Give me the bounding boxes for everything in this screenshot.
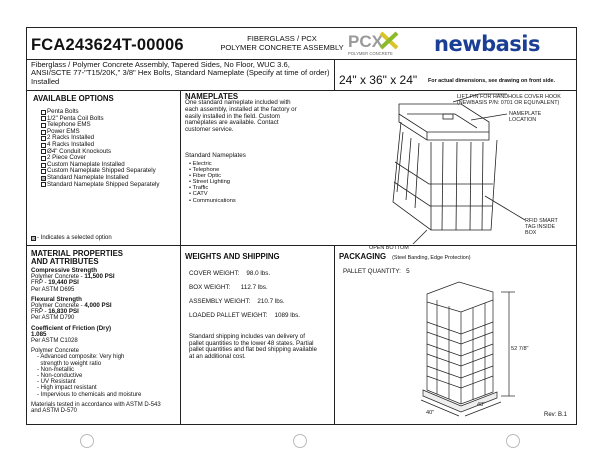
flexural-frp-label: FRP - xyxy=(31,309,49,316)
tested-line-2: and ASTM D-570 xyxy=(31,408,78,415)
label-rfid-3: BOX xyxy=(525,230,537,236)
option-label: Custom Nameplate Shipped Separately xyxy=(47,167,156,175)
box-weight-label: BOX WEIGHT: xyxy=(189,284,231,291)
checkbox-icon xyxy=(41,169,46,174)
compressive-frp-value: 19,440 PSI xyxy=(48,279,79,287)
checkbox-icon xyxy=(41,123,46,128)
nameplate-type: • Communications xyxy=(189,197,236,204)
friction-title: Coefficient of Friction (Dry) xyxy=(31,324,112,332)
flexural-pc-value: 4,000 PSI xyxy=(84,302,112,310)
assembly-weight xyxy=(189,298,285,305)
option-item xyxy=(41,182,159,189)
weights-title: WEIGHTS AND SHIPPING xyxy=(185,252,280,261)
tested-line-1: Materials tested in accordance with ASTM D-543 xyxy=(31,401,161,408)
material-title-1: MATERIAL PROPERTIES xyxy=(31,249,123,258)
pc-attribute: - Advanced composite: Very high xyxy=(37,354,125,361)
divider-col2 xyxy=(334,245,335,424)
option-label: 2 Piece Cover xyxy=(47,154,86,162)
loaded-pallet-value: 1089 lbs. xyxy=(274,312,301,319)
pc-attribute: - UV Resistant xyxy=(37,379,76,386)
checkbox-icon xyxy=(41,182,46,187)
binder-hole-center xyxy=(293,434,307,448)
pc-attribute: strength to weight ratio xyxy=(37,360,102,367)
cover-weight xyxy=(189,270,270,277)
packaging-subtitle: (Steel Banding, Edge Protection) xyxy=(392,255,471,261)
compressive-title: Compressive Strength xyxy=(31,267,98,274)
checkbox-icon xyxy=(41,136,46,141)
pallet-drawing xyxy=(397,272,537,417)
flexural-title: Flexural Strength xyxy=(31,295,82,303)
divider-desc xyxy=(334,60,335,90)
width-dimension: 40" xyxy=(426,410,435,416)
nameplate-type: • Electric xyxy=(189,161,212,167)
label-nameplate-1: NAMEPLATE xyxy=(509,111,542,117)
label-open-bottom: OPEN BOTTOM xyxy=(369,245,409,251)
dimensions-note: For actual dimensions, see drawing on front side. xyxy=(428,78,556,84)
pc-attributes xyxy=(31,354,181,397)
option-label: Penta Bolts xyxy=(47,108,79,115)
loaded-pallet-weight xyxy=(189,312,300,319)
legend-text: - Indicates a selected option xyxy=(37,235,112,241)
pc-attribute: - Impervious to chemicals and moisture xyxy=(37,391,142,398)
nameplates-text: One standard nameplate included with each assembly, installed at the factory or easily installed in the field. Custom nameplates are available. Contact customer service. xyxy=(185,99,297,134)
label-nameplate-2: LOCATION xyxy=(509,117,537,123)
product-description: Fiberglass / Polymer Concrete Assembly, Tapered Sides, No Floor, WUC 3.6, ANSI/SCTE 77-"T15/20K," 3/8" Hex Bolts, Standard Nameplate (Specify at time of order) Installed xyxy=(31,60,330,86)
pcx-logo xyxy=(345,30,401,58)
options-legend xyxy=(31,235,112,241)
pc-title: Polymer Concrete xyxy=(31,348,80,355)
assembly-weight-value: 210.7 lbs. xyxy=(257,298,285,305)
checkbox-icon xyxy=(41,143,46,148)
nameplate-type: • CATV xyxy=(189,191,208,198)
newbasis-logo: newbasis xyxy=(434,32,540,56)
material-properties xyxy=(31,268,181,414)
binder-hole-right xyxy=(506,434,520,448)
assembly-weight-label: ASSEMBLY WEIGHT: xyxy=(189,298,251,305)
box-drawing xyxy=(311,92,577,252)
shipping-note: Standard shipping includes van delivery of pallet quantities to the lower 48 states. Partial pallet quantities and flat bed shipping available at an additional cost. xyxy=(189,333,317,361)
product-type xyxy=(199,35,365,52)
option-label: Standard Nameplate Installed xyxy=(47,173,129,181)
nameplate-type: • Traffic xyxy=(189,185,209,192)
material-title-2: AND ATTRIBUTES xyxy=(31,257,99,267)
option-label: 2 Racks Installed xyxy=(47,134,95,142)
option-label: Ø4" Conduit Knockouts xyxy=(47,147,112,155)
material-title xyxy=(31,250,123,266)
box-weight xyxy=(189,284,268,291)
cover-weight-label: COVER WEIGHT: xyxy=(189,270,240,277)
depth-dimension: 48" xyxy=(477,402,486,408)
overall-dimensions: 24" x 36" x 24" xyxy=(339,73,418,87)
pcx-logo-sub: POLYMER CONCRETE xyxy=(348,51,393,56)
checkbox-icon xyxy=(41,116,46,121)
spec-sheet xyxy=(26,27,577,425)
friction-std: Per ASTM C1028 xyxy=(31,338,78,345)
revision: Rev: B.1 xyxy=(544,412,568,418)
label-lift-pin-sub: (NEWBASIS P/N: 0701 OR EQUIVALENT) xyxy=(457,100,560,106)
header-bar xyxy=(27,28,576,60)
compressive-pc-label: Polymer Concrete - xyxy=(31,274,85,281)
nameplates-list xyxy=(189,161,236,204)
pallet-quantity-value: 5 xyxy=(406,268,410,275)
compressive-std: Per ASTM D695 xyxy=(31,286,75,293)
pcx-logo-text: PCX xyxy=(348,32,383,51)
cover-weight-value: 98.0 lbs. xyxy=(246,270,271,277)
label-rfid-2: TAG INSIDE xyxy=(525,224,556,230)
pc-attribute: - Non-conductive xyxy=(37,373,83,380)
part-number: FCA243624T-00006 xyxy=(31,36,184,54)
option-label: Power EMS xyxy=(47,127,80,135)
checkbox-icon xyxy=(41,156,46,161)
flexural-pc-label: Polymer Concrete - xyxy=(31,303,85,310)
checkbox-icon xyxy=(41,163,46,168)
flexural-frp-value: 16,830 PSI xyxy=(48,308,79,316)
nameplate-type: • Street Lighting xyxy=(189,179,231,186)
checkbox-icon xyxy=(41,149,46,154)
checked-box-icon: ☒ xyxy=(42,175,47,182)
available-options-title: AVAILABLE OPTIONS xyxy=(33,94,114,103)
legend-checkbox-icon: ☒ xyxy=(32,235,37,242)
packaging-title: PACKAGING xyxy=(339,252,387,261)
option-label: 4 Racks Installed xyxy=(47,140,95,148)
compressive-pc-value: 11,500 PSI xyxy=(84,273,115,281)
label-lift-pin: LIFT PIN FOR HANDHOLE COVER HOOK xyxy=(457,94,561,100)
product-type-line2: POLYMER CONCRETE ASSEMBLY xyxy=(220,42,344,52)
option-label: Telephone EMS xyxy=(47,121,91,129)
divider-top xyxy=(27,90,576,91)
pc-attribute: - Non-metallic xyxy=(37,366,75,373)
checkbox-icon xyxy=(41,110,46,115)
product-type-line1: FIBERGLASS / PCX xyxy=(247,34,317,43)
option-label: Custom Nameplate Installed xyxy=(47,160,125,168)
height-dimension: 52 7/8" xyxy=(511,346,529,352)
compressive-frp-label: FRP - xyxy=(31,280,49,287)
nameplate-type: • Fiber Optic xyxy=(189,173,221,180)
option-label: Standard Nameplate Shipped Separately xyxy=(47,180,160,188)
label-rfid-1: RFID SMART xyxy=(525,218,558,224)
pc-attribute: - High impact resistant xyxy=(37,385,97,392)
nameplate-type: • Telephone xyxy=(189,167,220,174)
friction-value: 1.085 xyxy=(31,330,47,338)
checkbox-icon xyxy=(41,130,46,135)
loaded-pallet-label: LOADED PALLET WEIGHT: xyxy=(189,312,268,319)
options-list xyxy=(41,109,159,188)
pallet-quantity-label: PALLET QUANTITY: xyxy=(343,268,401,275)
binder-hole-left xyxy=(80,434,94,448)
box-weight-value: 112.7 lbs. xyxy=(240,284,268,291)
flexural-std: Per ASTM D790 xyxy=(31,315,75,322)
nameplates-title: NAMEPLATES xyxy=(185,92,239,101)
option-label: 1/2" Penta Coil Bolts xyxy=(47,114,104,122)
standard-nameplates-title: Standard Nameplates xyxy=(185,152,246,159)
packaging-header xyxy=(339,253,471,261)
